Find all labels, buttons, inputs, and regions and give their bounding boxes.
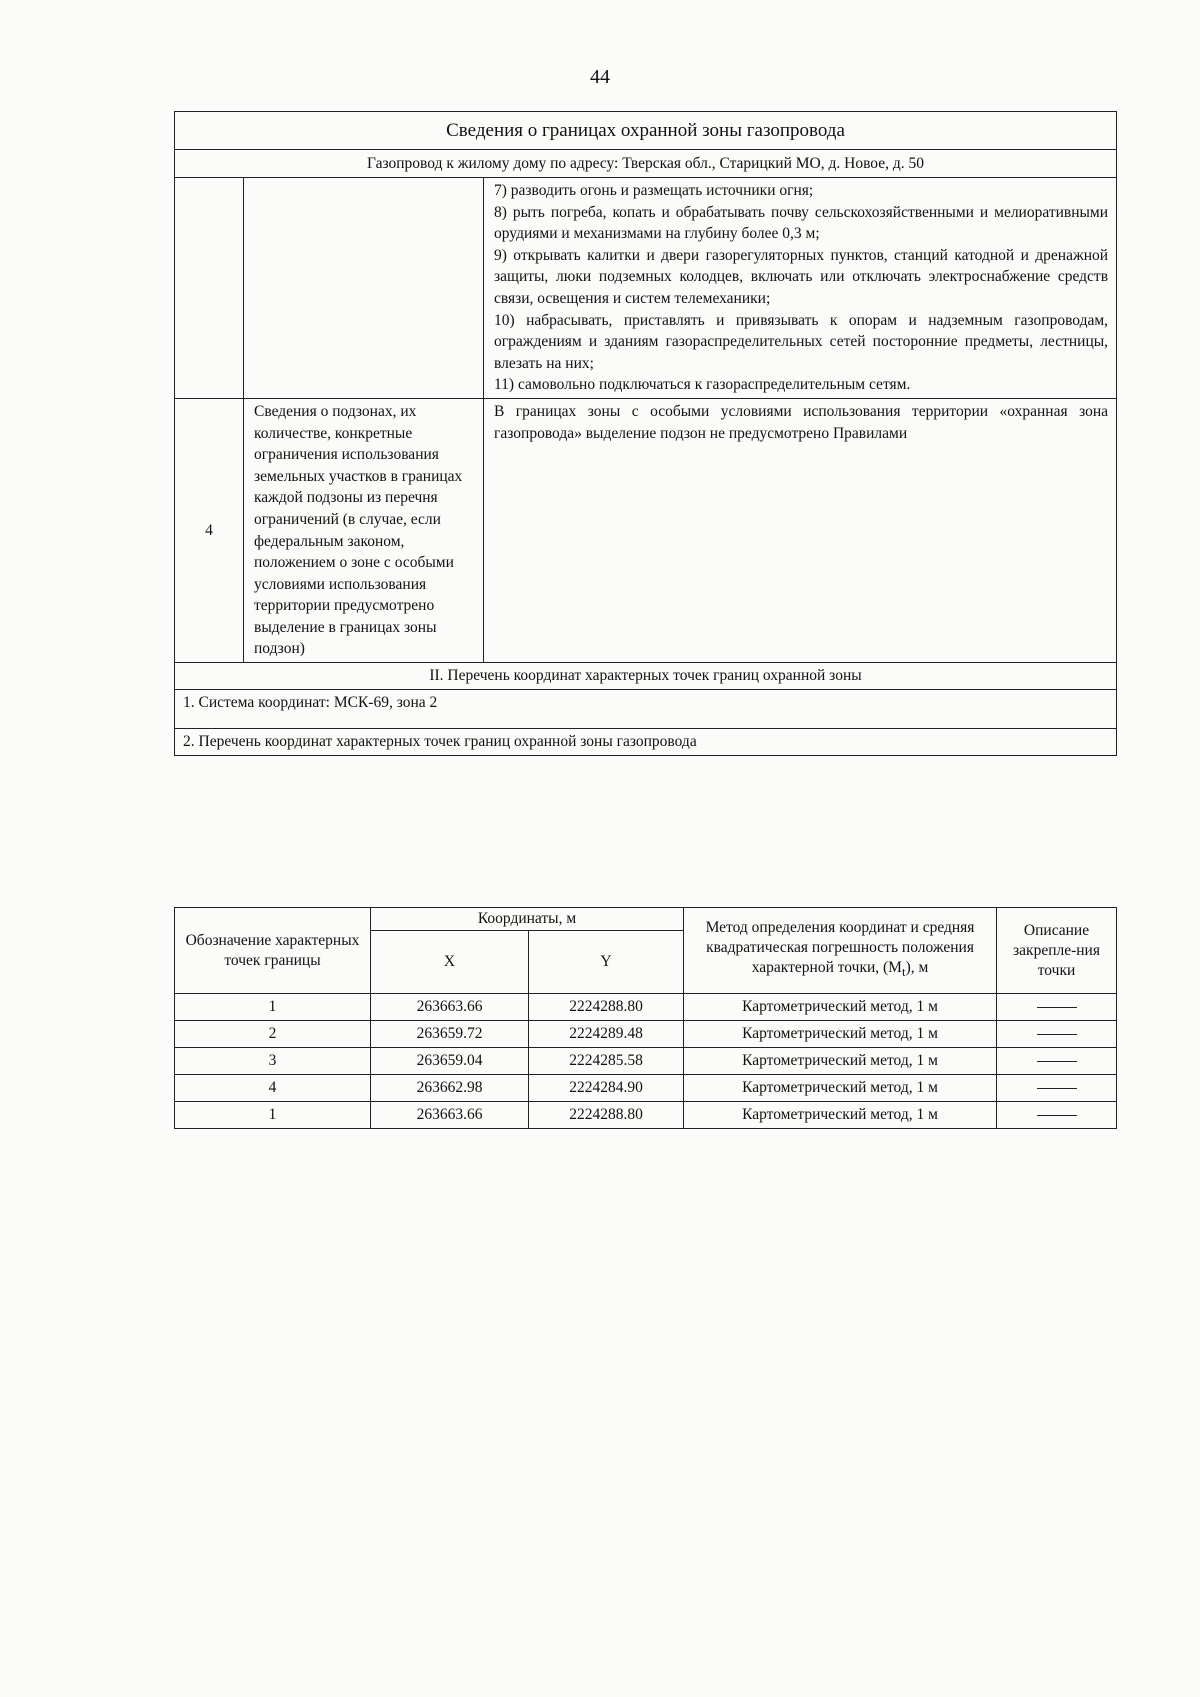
fix-description [997, 1102, 1117, 1129]
row-name-empty [244, 178, 484, 399]
row-name: Сведения о подзонах, их количестве, конкретные ограничения использования земельных участков в границах каждой подзоны из перечня ограничений (в случае, если федеральным законом, положением о зоне с особыми условиями использования территории предусмотрено выделение в границах зоны подзон) [244, 398, 484, 662]
page-number: 44 [590, 66, 610, 88]
row-number-empty [175, 178, 244, 399]
boundary-info-table [174, 111, 1117, 756]
coordinates-table [174, 907, 1117, 1129]
coord-x: 263662.98 [371, 1075, 529, 1102]
coord-x: 263659.72 [371, 1021, 529, 1048]
section-title: II. Перечень координат характерных точек границ охранной зоны [175, 663, 1117, 690]
dash-mark [1037, 1088, 1077, 1089]
list-title: 2. Перечень координат характерных точек границ охранной зоны газопровода [175, 729, 1117, 756]
method: Картометрический метод, 1 м [684, 994, 997, 1021]
coordinate-system: 1. Система координат: МСК-69, зона 2 [175, 690, 1117, 717]
point-id: 3 [175, 1048, 371, 1075]
restriction-item: 8) рыть погреба, копать и обрабатывать почву сельскохозяйственными и мелиоративными орудиями и механизмами на глубину более 0,3 м; [494, 203, 1109, 243]
col-y-header: Y [529, 931, 684, 994]
subzones-row [175, 398, 1117, 662]
fix-description [997, 1021, 1117, 1048]
method: Картометрический метод, 1 м [684, 1021, 997, 1048]
point-id: 1 [175, 1102, 371, 1129]
restriction-item: 9) открывать калитки и двери газорегуляторных пунктов, станций катодной и дренажной защиты, люки подземных колодцев, включать или отключать электроснабжение средств связи, освещения и систем телемеханики; [494, 246, 1109, 307]
row-description: В границах зоны с особыми условиями использования территории «охранная зона газопровода» выделение подзон не предусмотрено Правилами [484, 398, 1117, 662]
table-row [175, 994, 1117, 1021]
table-row [175, 1075, 1117, 1102]
table-title: Сведения о границах охранной зоны газопровода [175, 112, 1117, 150]
fix-description [997, 1075, 1117, 1102]
table-row [175, 1021, 1117, 1048]
method: Картометрический метод, 1 м [684, 1048, 997, 1075]
restrictions-list [484, 178, 1117, 399]
coord-y: 2224289.48 [529, 1021, 684, 1048]
dash-mark [1037, 1007, 1077, 1008]
restriction-item: 11) самовольно подключаться к газораспределительным сетям. [494, 376, 911, 394]
restriction-item: 10) набрасывать, приставлять и привязывать к опорам и надземным газопроводам, ограждениям и зданиям газораспределительных сетей посторонние предметы, лестницы, влезать на них; [494, 311, 1109, 372]
method: Картометрический метод, 1 м [684, 1075, 997, 1102]
restriction-item: 7) разводить огонь и размещать источники огня; [494, 182, 814, 199]
point-id: 4 [175, 1075, 371, 1102]
method-header-subscript: t [901, 964, 906, 980]
table-row [175, 1048, 1117, 1075]
object-address: Газопровод к жилому дому по адресу: Тверская обл., Старицкий МО, д. Новое, д. 50 [175, 150, 1117, 178]
fix-description [997, 1048, 1117, 1075]
coord-y: 2224285.58 [529, 1048, 684, 1075]
coord-y: 2224284.90 [529, 1075, 684, 1102]
col-fix-header: Описание закрепле-ния точки [997, 908, 1117, 994]
coord-y: 2224288.80 [529, 994, 684, 1021]
coord-x: 263663.66 [371, 994, 529, 1021]
spacer [175, 716, 1117, 729]
point-id: 1 [175, 994, 371, 1021]
col-coords-header: Координаты, м [371, 908, 684, 931]
coord-x: 263663.66 [371, 1102, 529, 1129]
method: Картометрический метод, 1 м [684, 1102, 997, 1129]
col-method-header [684, 908, 997, 994]
col-x-header: X [371, 931, 529, 994]
dash-mark [1037, 1115, 1077, 1116]
table-row [175, 1102, 1117, 1129]
fix-description [997, 994, 1117, 1021]
point-id: 2 [175, 1021, 371, 1048]
coord-y: 2224288.80 [529, 1102, 684, 1129]
row-number: 4 [175, 398, 244, 662]
method-header-text: Метод определения координат и средняя квадратическая погрешность положения характерной точки, (M [705, 919, 975, 977]
dash-mark [1037, 1034, 1077, 1035]
method-header-tail: ), м [905, 959, 929, 977]
dash-mark [1037, 1061, 1077, 1062]
continued-restrictions-row [175, 178, 1117, 399]
coord-x: 263659.04 [371, 1048, 529, 1075]
col-point-header: Обозначение характерных точек границы [175, 908, 371, 994]
